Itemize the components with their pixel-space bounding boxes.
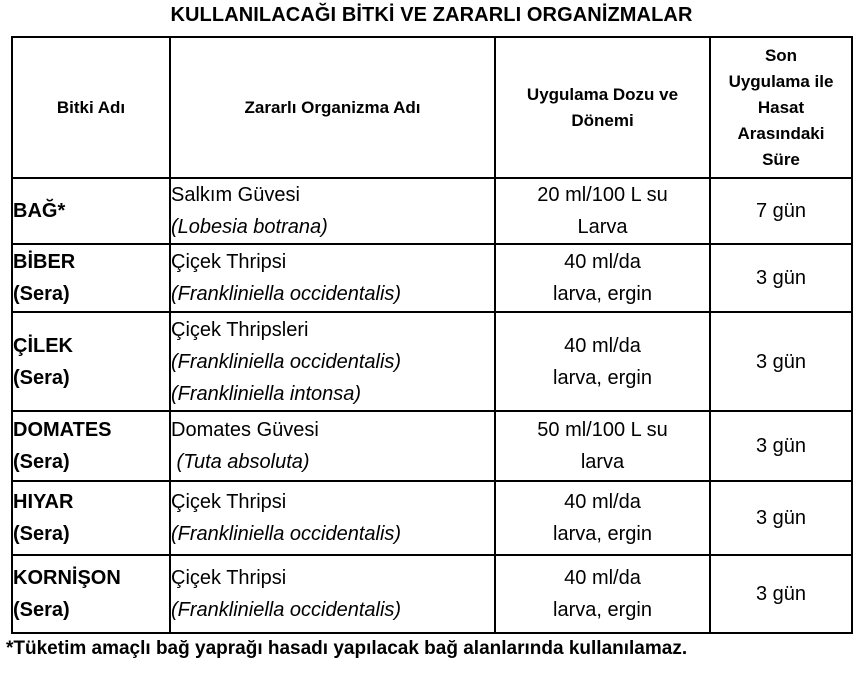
table-row <box>12 555 852 633</box>
interval-value: 3 gün <box>755 583 807 605</box>
pest-latin-name: (Frankliniella occidentalis) <box>171 599 402 621</box>
interval-cell <box>710 178 852 244</box>
pest-latin-name: (Frankliniella occidentalis) <box>171 350 402 373</box>
dose-stage: larva, ergin <box>553 283 652 305</box>
pest-common-name: Çiçek Thripsi <box>171 491 287 513</box>
pest-name-cell <box>170 555 495 633</box>
plant-name-cell <box>12 178 170 244</box>
header-row <box>12 37 852 178</box>
interval-cell <box>710 481 852 555</box>
plant-qualifier: (Sera) <box>13 523 70 545</box>
header-dose-line: Uygulama Dozu ve <box>526 84 679 104</box>
interval-value: 3 gün <box>755 435 807 457</box>
dose-amount: 20 ml/100 L su <box>537 184 668 206</box>
dose-stage: Larva <box>577 216 628 238</box>
pest-name-cell <box>170 244 495 312</box>
header-plant-name <box>12 37 170 178</box>
header-days-line: Uygulama ile <box>728 71 834 91</box>
pest-name-cell <box>170 411 495 481</box>
header-pest-label: Zararlı Organizma Adı <box>244 97 421 117</box>
plant-name: ÇİLEK <box>13 334 73 357</box>
plant-name: HIYAR <box>13 491 74 513</box>
dose-cell <box>495 178 710 244</box>
header-days-line: Arasındaki <box>737 123 825 143</box>
dose-cell <box>495 244 710 312</box>
plant-qualifier: (Sera) <box>13 283 70 305</box>
footnote: *Tüketim amaçlı bağ yaprağı hasadı yapılacak bağ alanlarında kullanılamaz. <box>6 638 688 659</box>
dose-amount: 50 ml/100 L su <box>537 419 668 441</box>
dose-cell <box>495 481 710 555</box>
table-row <box>12 481 852 555</box>
plant-name-cell <box>12 312 170 411</box>
dose-amount: 40 ml/da <box>564 251 641 273</box>
pest-latin-name: (Frankliniella occidentalis) <box>171 283 402 305</box>
pest-latin-name: (Lobesia botrana) <box>171 216 328 238</box>
header-pest-name <box>170 37 495 178</box>
pest-latin-name: (Tuta absoluta) <box>171 451 310 473</box>
dose-amount: 40 ml/da <box>564 334 641 357</box>
interval-cell <box>710 411 852 481</box>
pest-common-name: Salkım Güvesi <box>171 184 300 206</box>
dose-cell <box>495 312 710 411</box>
dose-cell <box>495 411 710 481</box>
dose-amount: 40 ml/da <box>564 491 641 513</box>
pest-common-name: Çiçek Thripsi <box>171 251 287 273</box>
dose-stage: larva, ergin <box>553 366 652 389</box>
plant-name: BAĞ* <box>13 200 66 222</box>
interval-value: 3 gün <box>755 507 807 529</box>
dose-stage: larva, ergin <box>553 599 652 621</box>
header-plant-label: Bitki Adı <box>56 97 126 117</box>
pest-latin-name: (Frankliniella intonsa) <box>171 382 362 405</box>
dose-stage: larva, ergin <box>553 523 652 545</box>
dose-stage: larva <box>580 451 625 473</box>
table-row <box>12 312 852 411</box>
header-dose <box>495 37 710 178</box>
header-days-line: Son <box>764 45 798 65</box>
pest-common-name: Çiçek Thripsi <box>171 567 287 589</box>
dose-cell <box>495 555 710 633</box>
pesticide-usage-table <box>11 36 853 634</box>
table-row <box>12 244 852 312</box>
plant-name-cell <box>12 411 170 481</box>
table-row <box>12 411 852 481</box>
pest-common-name: Domates Güvesi <box>171 419 319 441</box>
pest-name-cell <box>170 178 495 244</box>
table-row <box>12 178 852 244</box>
plant-name-cell <box>12 555 170 633</box>
header-preharvest-interval <box>710 37 852 178</box>
pest-latin-name: (Frankliniella occidentalis) <box>171 523 402 545</box>
pest-common-name: Çiçek Thripsleri <box>171 318 309 341</box>
interval-cell <box>710 312 852 411</box>
header-dose-line: Dönemi <box>571 110 634 130</box>
interval-value: 3 gün <box>755 350 807 373</box>
pest-name-cell <box>170 312 495 411</box>
plant-name-cell <box>12 244 170 312</box>
plant-name: DOMATES <box>13 419 112 441</box>
document-title: KULLANILACAĞI BİTKİ VE ZARARLI ORGANİZMALAR <box>170 4 693 26</box>
interval-cell <box>710 555 852 633</box>
plant-name: KORNİŞON <box>13 567 121 589</box>
header-days-line: Hasat <box>757 97 805 117</box>
plant-name: BİBER <box>13 251 76 273</box>
plant-name-cell <box>12 481 170 555</box>
pest-name-cell <box>170 481 495 555</box>
dose-amount: 40 ml/da <box>564 567 641 589</box>
interval-value: 7 gün <box>755 200 807 222</box>
interval-value: 3 gün <box>755 267 807 289</box>
plant-qualifier: (Sera) <box>13 451 70 473</box>
header-days-line: Süre <box>762 149 800 169</box>
plant-qualifier: (Sera) <box>13 599 70 621</box>
interval-cell <box>710 244 852 312</box>
plant-qualifier: (Sera) <box>13 366 70 389</box>
